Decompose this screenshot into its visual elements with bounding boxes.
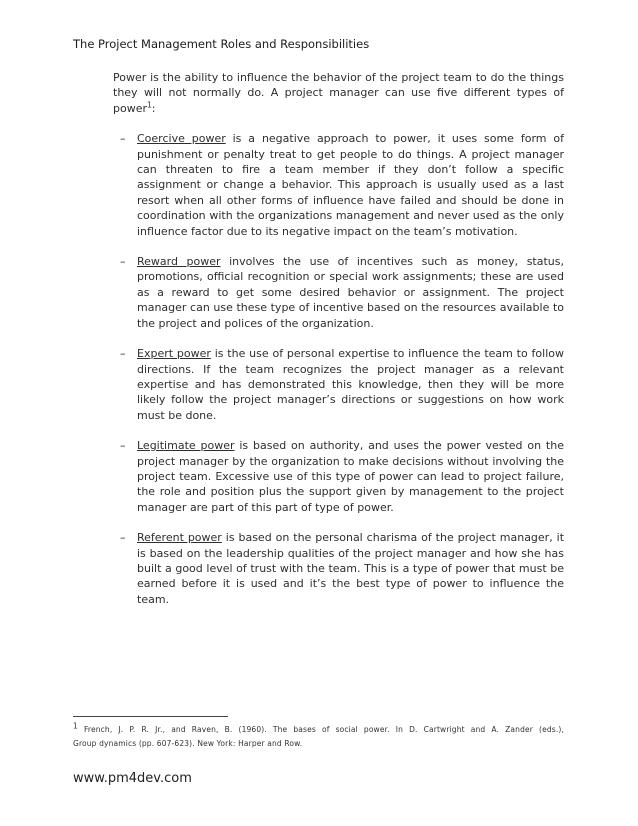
power-term-underlined: Legitimate power (137, 439, 235, 453)
power-term-underlined: Coercive power (137, 132, 226, 146)
bullet-dash: – (120, 255, 126, 269)
bullet-item-reward-power (120, 254, 564, 331)
bullet-dash: – (120, 439, 126, 453)
power-term-underlined: Reward power (137, 255, 221, 269)
bullet-dash: – (120, 531, 126, 545)
power-term-underlined: Referent power (137, 531, 222, 545)
bullet-body-text: is based on authority, and uses the power vested on the project manager by the organization to make decisions without involving the project team. Excessive use of this type of power can lead to project failure, the role and position plus the support given by management to the project manager are part of this part of type of power. (137, 439, 564, 514)
bullet-item-coercive-power (120, 131, 564, 239)
footnote-line-2: Group dynamics (pp. 607-623). New York: Harper and Row. (73, 739, 303, 748)
bullet-item-expert-power (120, 346, 564, 423)
bullet-text (137, 530, 564, 607)
footnote-number: 1 (73, 721, 78, 731)
footnote-area (73, 716, 564, 750)
bullet-body-text: is based on the personal charisma of the project manager, it is based on the leadership qualities of the project manager and how she has built a good level of trust with the team. This is a type of power that must be earned before it is used and it’s the best type of power to influence the team. (137, 531, 565, 606)
intro-text: Power is the ability to influence the behavior of the project team to do the things they will not normally do. A project manager can use five different types of power (113, 71, 564, 115)
bullet-dash: – (120, 347, 126, 361)
bullet-body-text: is the use of personal expertise to influence the team to follow directions. If the team recognizes the project manager as a relevant expertise and has demonstrated this knowledge, then they will be more likely follow the project manager’s directions or suggestions on how work must be done. (137, 347, 564, 422)
footnote-citation-part1: French, J. P. R. Jr., and Raven, B. (1960). The bases of social power. In D. Cartwright and A. Zander (eds.), (83, 725, 564, 734)
bullet-item-referent-power (120, 530, 564, 607)
bullet-text (137, 438, 564, 515)
bullet-text (137, 131, 564, 239)
page-title: The Project Management Roles and Responsibilities (73, 37, 370, 51)
bullet-text (137, 254, 564, 331)
power-term-underlined: Expert power (137, 347, 211, 361)
bullet-item-legitimate-power (120, 438, 564, 515)
intro-paragraph (113, 70, 564, 116)
footer-url: www.pm4dev.com (73, 771, 192, 786)
bullet-body-text: is a negative approach to power, it uses some form of punishment or penalty treat to get people to do things. A project manager can threaten to fire a team member if they don’t follow a specific assignment or change a behavior. This approach is usually used as a last resort when all other forms of influence have failed and should be done in coordination with the organizations management and never used as the only influence factor due to its negative impact on the team’s motivation. (137, 132, 564, 238)
document-body (113, 70, 564, 607)
footnote-line-1 (73, 723, 564, 736)
footnote-ref-marker: 1 (147, 100, 152, 110)
bullet-dash: – (120, 132, 126, 146)
bullet-text (137, 346, 564, 423)
intro-colon: : (151, 101, 156, 115)
footnote-separator-rule (73, 716, 228, 717)
bullet-body-text: involves the use of incentives such as money, status, promotions, official recognition or special work assignments; these are used as a reward to get some desired behavior or assignment. The project manager can use these type of incentive based on the resources available to the project and polices of the organization. (137, 255, 564, 330)
